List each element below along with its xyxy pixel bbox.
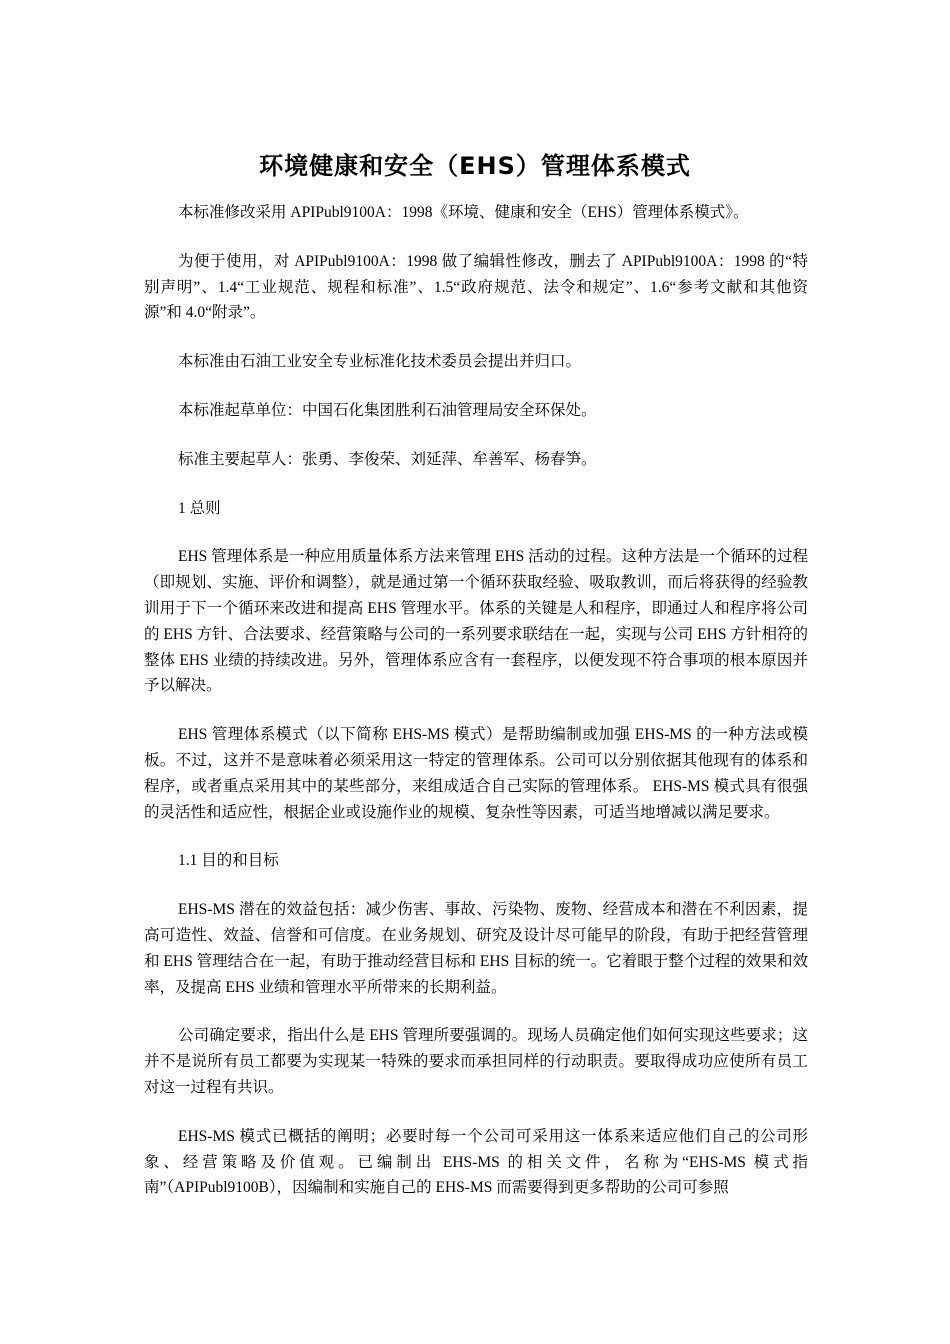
paragraph-guidance: EHS-MS 模式已概括的阐明；必要时每一个公司可采用这一体系来适应他们自己的公司形象、经营策略及价值观。已编制出 EHS-MS 的相关文件，名称为“EHS-MS 模式指南”（APIPubl9100B），因编制和实施自己的 EHS-MS 而需要得到更多帮助的公司可参照 — [144, 1127, 808, 1197]
paragraph-adoption-statement: 本标准修改采用 APIPubl9100A：1998《环境、健康和安全（EHS）管理体系模式》。 — [178, 204, 749, 221]
section-heading-purpose: 1.1 目的和目标 — [178, 852, 279, 870]
paragraph-editorial-changes: 为便于使用，对 APIPubl9100A：1998 做了编辑性修改，删去了 APIPubl9100A：1998 的“特别声明”、1.4“工业规范、规程和标准”、1.5“政府规范、法令和规定”、1.6“参考文献和其他资源”和 4.0“附录”。 — [144, 252, 808, 322]
paragraph-drafting-unit: 本标准起草单位：中国石化集团胜利石油管理局安全环保处。 — [178, 401, 597, 419]
document-body — [144, 200, 808, 1224]
paragraph-drafters: 标准主要起草人：张勇、李俊荣、刘延萍、牟善军、杨春笋。 — [178, 450, 597, 468]
section-heading-general: 1 总则 — [178, 499, 221, 517]
paragraph-benefits: EHS-MS 潜在的效益包括：减少伤害、事故、污染物、废物、经营成本和潜在不利因素，提高可造性、效益、信誉和可信度。在业务规划、研究及设计尽可能早的阶段，有助于把经营管理和 EHS 管理结合在一起，有助于推动经营目标和 EHS 目标的统一。它着眼于整个过程的效果和效率，及提高 EHS 业绩和管理水平所带来的长期利益。 — [144, 901, 808, 996]
document-title: 环境健康和安全（EHS）管理体系模式 — [259, 152, 691, 181]
paragraph-ehs-ms-model: EHS 管理体系模式（以下简称 EHS-MS 模式）是帮助编制或加强 EHS-MS 的一种方法或模板。不过，这并不是意味着必须采用这一特定的管理体系。公司可以分别依据其他现有的体系和程序，或者重点采用其中的某些部分，来组成适合自己实际的管理体系。 EHS-MS 模式具有很强的灵活性和适应性，根据企业或设施作业的规模、复杂性等因素，可适当地增减以满足要求。 — [144, 726, 808, 821]
paragraph-requirements: 公司确定要求，指出什么是 EHS 管理所要强调的。现场人员确定他们如何实现这些要求；这并不是说所有员工都要为实现某一特殊的要求而承担同样的行动职责。要取得成功应使所有员工对这一过程有共识。 — [144, 1027, 808, 1096]
paragraph-proposer: 本标准由石油工业安全专业标准化技术委员会提出并归口。 — [178, 353, 582, 371]
paragraph-ehs-process: EHS 管理体系是一种应用质量体系方法来管理 EHS 活动的过程。这种方法是一个循环的过程（即规划、实施、评价和调整），就是通过第一个循环获取经验、吸取教训，而后将获得的经验教训用于下一个循环来改进和提高 EHS 管理水平。体系的关键是人和程序，即通过人和程序将公司的 EHS 方针、合法要求、经营策略与公司的一系列要求联结在一起，实现与公司 EHS 方针相符的整体 EHS 业绩的持续改进。另外，管理体系应含有一套程序，以便发现不符合事项的根本原因并予以解决。 — [144, 548, 808, 695]
